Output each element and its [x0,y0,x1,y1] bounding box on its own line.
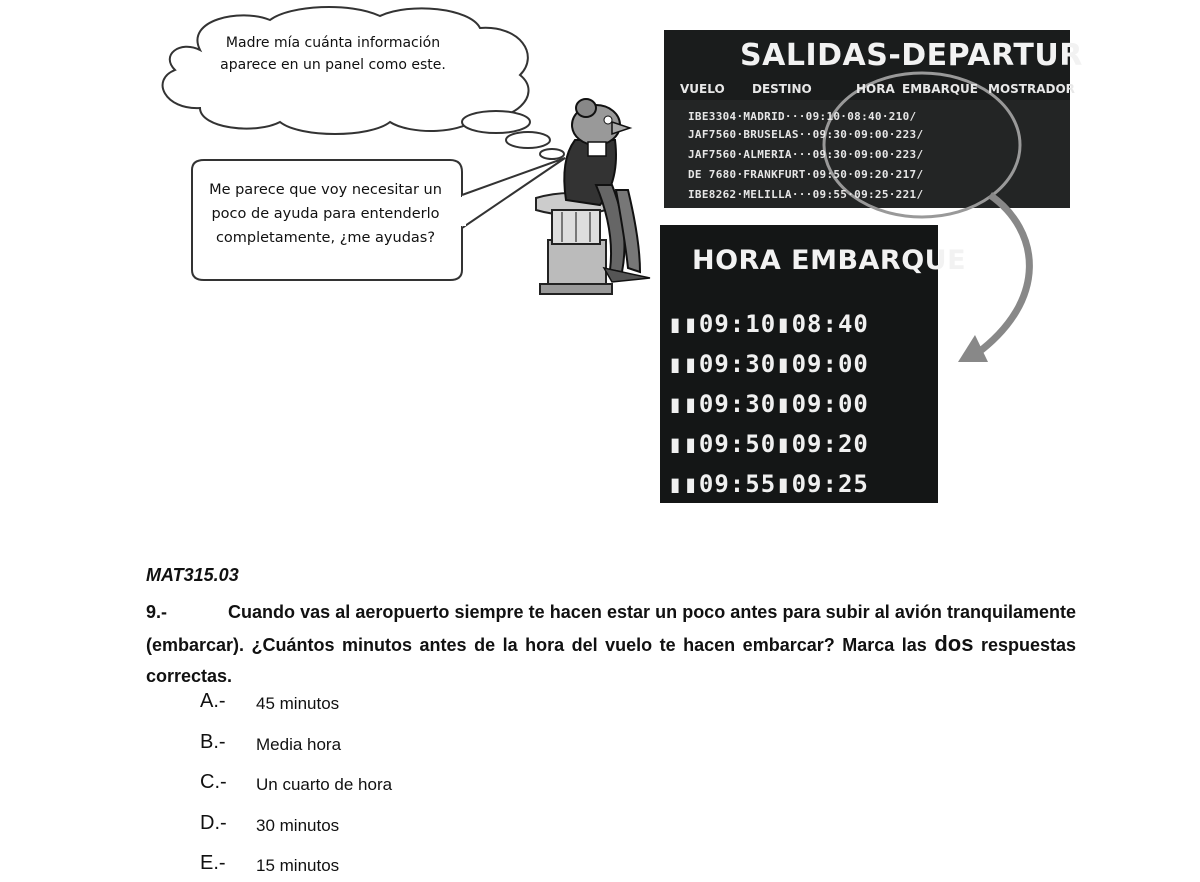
board-header-vuelo: VUELO [680,82,725,96]
question-text [146,597,1076,692]
question-number: 9.- [146,602,168,622]
arrow-icon [975,195,1029,355]
option-text: Media hora [256,735,342,754]
zoom-hora: 09:30 [698,390,777,418]
thought-cloud-text: Madre mía cuánta información aparece en un panel como este. [220,35,446,73]
option-letter: C.- [200,771,227,793]
zoom-hora: 09:55 [698,470,777,498]
departures-row: JAF7560·BRUSELAS··09:30·09:00·223/ [688,128,924,141]
zoom-hora: 09:10 [698,310,777,338]
option-text: 45 minutos [256,694,340,713]
option-letter: E.- [200,852,226,874]
board-header-mostrador: MOSTRADOR [988,82,1075,96]
zoom-embarque: 09:20 [791,430,869,458]
option-letter: D.- [200,812,227,834]
board-header-hora: HORA [856,82,895,96]
zoom-row: ▮▮09:50▮09:20 [668,430,869,458]
departures-row: JAF7560·ALMERIA···09:30·09:00·223/ [688,148,924,161]
zoom-row: ▮▮09:30▮09:00 [668,390,869,418]
option-text: 15 minutos [256,856,340,875]
option-letter: B.- [200,731,226,753]
departures-row: DE 7680·FRANKFURT·09:50·09:20·217/ [688,168,924,181]
option-text: 30 minutos [256,816,340,835]
item-code: MAT315.03 [146,565,239,585]
zoom-row: ▮▮09:30▮09:00 [668,350,869,378]
departures-row: IBE8262·MELILLA···09:55·09:25·221/ [688,188,924,201]
option-letter: A.- [200,690,226,712]
departures-row: IBE3304·MADRID···09:10·08:40·210/ [688,110,917,123]
board-header-destino: DESTINO [752,82,812,96]
zoom-embarque: 08:40 [791,310,869,338]
zoom-embarque: 09:00 [791,390,869,418]
zoom-hora: 09:30 [698,350,777,378]
option-text: Un cuarto de hora [256,775,393,794]
zoom-row: ▮▮09:55▮09:25 [668,470,869,498]
mouse-character-icon [536,99,650,294]
thought-cloud [163,7,564,159]
question-emphasis: dos [934,631,974,656]
zoom-embarque: 09:00 [791,350,869,378]
departures-board-title: SALIDAS-DEPARTUR [740,38,1083,73]
zoom-embarque: 09:25 [791,470,869,498]
question-body-end: respuestas correctas. [146,635,1076,686]
zoom-board-title: HORA EMBARQUE [692,245,967,276]
zoom-row: ▮▮09:10▮08:40 [668,310,869,338]
question-body: Cuando vas al aeropuerto siempre te hacen estar un poco antes para subir al avión tranquilamente (embarcar). ¿Cuántos minutos antes de la hora del vuelo te hacen embarcar? Marca las [146,602,1076,655]
board-header-embarque: EMBARQUE [902,82,978,96]
zoom-hora: 09:50 [698,430,777,458]
speech-bubble-text: Me parece que voy necesitar un poco de ayuda para entenderlo completamente, ¿me ayudas? [209,182,442,246]
